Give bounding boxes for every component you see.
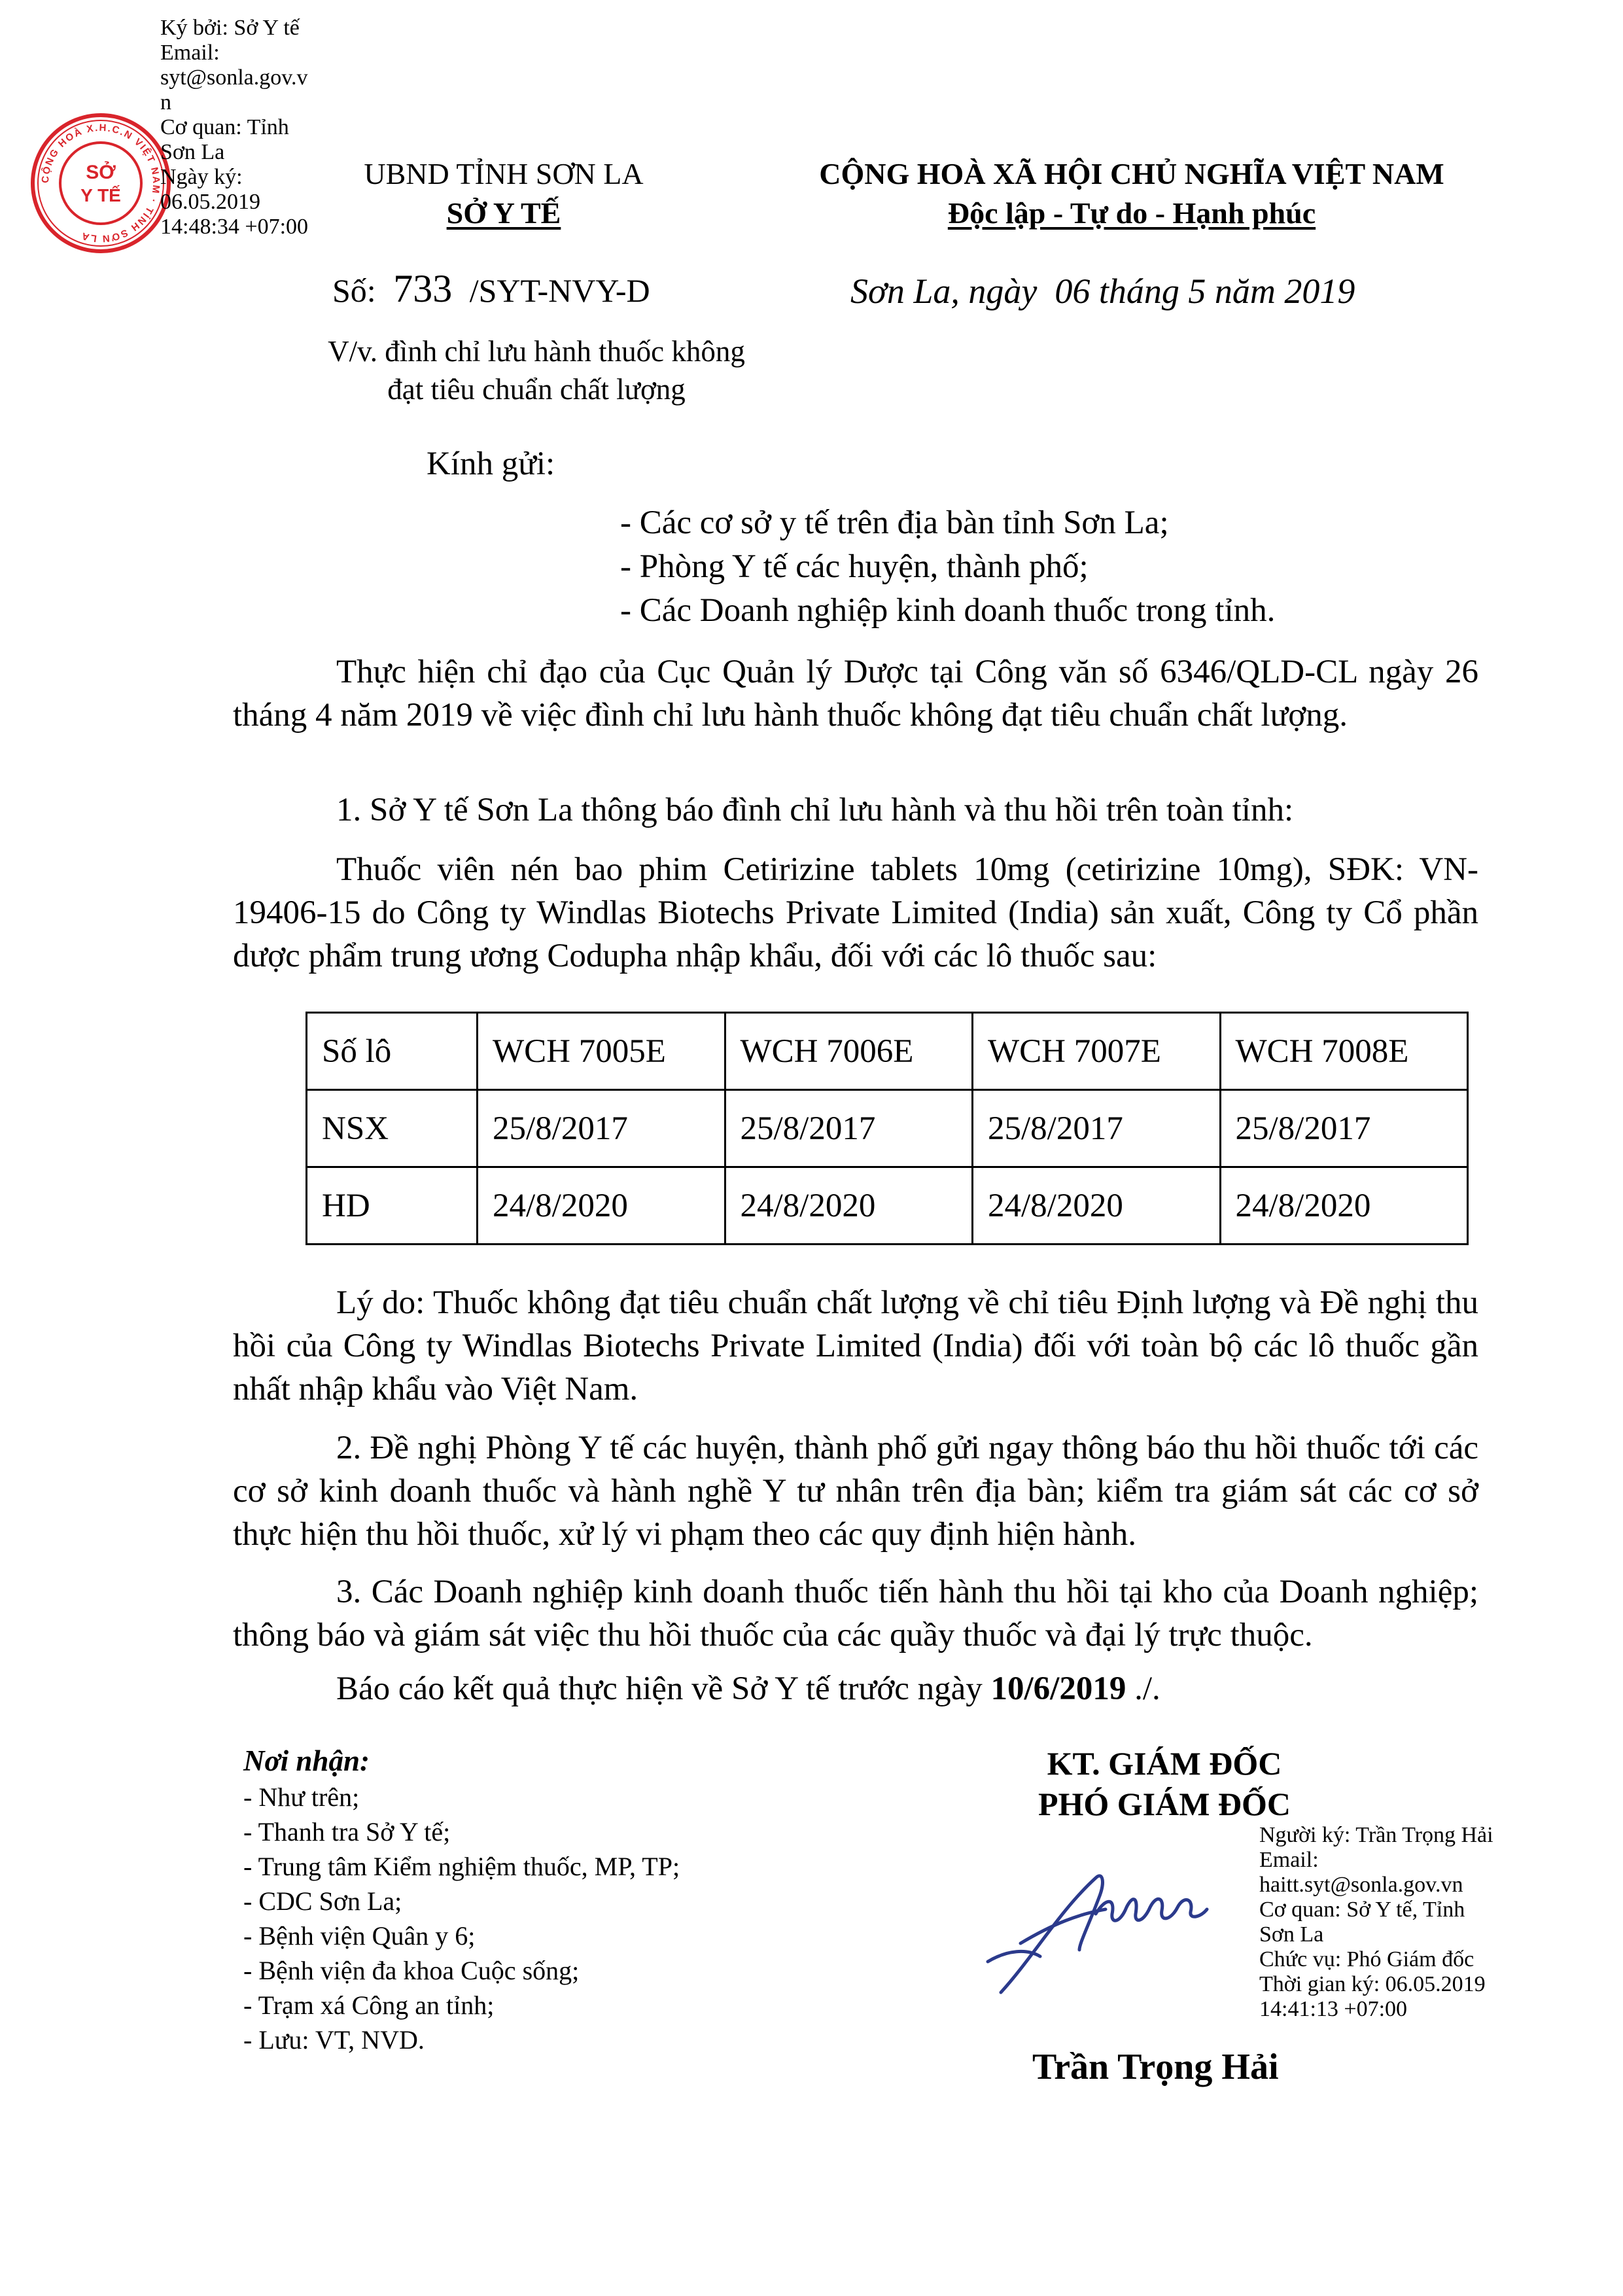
- official-seal: [29, 111, 173, 255]
- sig2-position: Chức vụ: Phó Giám đốc: [1259, 1947, 1475, 1971]
- document-number: [332, 267, 650, 312]
- table-row: [307, 1013, 1468, 1090]
- addressee-item: - Các cơ sở y tế trên địa bàn tỉnh Sơn La;: [620, 504, 1169, 541]
- sig-date: 06.05.2019: [160, 190, 260, 214]
- signer-title-1: KT. GIÁM ĐỐC: [1047, 1745, 1282, 1782]
- recipients-title: Nơi nhận:: [243, 1744, 370, 1777]
- list-item: - Lưu: VT, NVD.: [243, 2025, 425, 2055]
- table-cell: 24/8/2020: [725, 1167, 973, 1245]
- sig2-agency-1: Cơ quan: Sở Y tế, Tỉnh: [1259, 1898, 1465, 1922]
- table-cell: WCH 7005E: [478, 1013, 725, 1090]
- intro-paragraph: Thực hiện chỉ đạo của Cục Quản lý Dược tại Công văn số 6346/QLD-CL ngày 26 tháng 4 năm 2019 về việc đình chỉ lưu hành thuốc không đạt tiêu chuẩn chất lượng.: [233, 654, 1478, 733]
- nation-title: CỘNG HOÀ XÃ HỘI CHỦ NGHĨA VIỆT NAM: [819, 157, 1444, 190]
- agency-name: [307, 194, 700, 233]
- signer-titles: [981, 1743, 1348, 1824]
- sig-email-label: Email:: [160, 41, 220, 65]
- seal-ring-text: CỘNG HOÀ X.H.C.N VIỆT NAM · TỈNH SƠN LA: [39, 122, 162, 245]
- sig2-email: haitt.syt@sonla.gov.vn: [1259, 1873, 1463, 1897]
- addressee-item: - Các Doanh nghiệp kinh doanh thuốc trong tỉnh.: [620, 592, 1276, 629]
- agency-block: [307, 154, 700, 233]
- drug-paragraph: Thuốc viên nén bao phim Cetirizine tablets 10mg (cetirizine 10mg), SĐK: VN-19406-15 do Công ty Windlas Biotechs Private Limited (India) sản xuất, Công ty Cổ phần dược phẩm trung ương Codupha nhập khẩu, đối với các lô thuốc sau:: [233, 851, 1478, 974]
- item-1: 1. Sở Y tế Sơn La thông báo đình chỉ lưu hành và thu hồi trên toàn tỉnh:: [336, 792, 1294, 828]
- handwritten-signature: [981, 1852, 1256, 2002]
- table-cell: WCH 7006E: [725, 1013, 973, 1090]
- list-item: - CDC Sơn La;: [243, 1886, 402, 1916]
- subject-line2: đạt tiêu chuẩn chất lượng: [387, 373, 686, 406]
- sig2-agency-2: Sơn La: [1259, 1922, 1324, 1947]
- digital-signature-bottom: [1259, 1823, 1599, 2022]
- report-suffix: ./.: [1126, 1670, 1161, 1707]
- list-item: - Như trên;: [243, 1782, 360, 1812]
- list-item: - Bệnh viện đa khoa Cuộc sống;: [243, 1956, 580, 1985]
- nation-block: [752, 154, 1511, 233]
- report-prefix: Báo cáo kết quả thực hiện về Sở Y tế trước ngày: [336, 1670, 991, 1707]
- addressee-list: [620, 501, 1275, 633]
- table-cell: Số lô: [307, 1013, 478, 1090]
- place-date: Sơn La, ngày 06 tháng 5 năm 2019: [850, 272, 1355, 311]
- table-cell: 24/8/2020: [1220, 1167, 1468, 1245]
- list-item: - Bệnh viện Quân y 6;: [243, 1921, 476, 1951]
- item-2-paragraph: 2. Đề nghị Phòng Y tế các huyện, thành phố gửi ngay thông báo thu hồi thuốc tới các cơ sở kinh doanh thuốc và hành nghề Y tư nhân trên địa bàn; kiểm tra giám sát các cơ sở thực hiện thu hồi thuốc, xử lý vi phạm theo các quy định hiện hành.: [233, 1430, 1478, 1553]
- table-cell: 24/8/2020: [478, 1167, 725, 1245]
- sig-time: 14:48:34 +07:00: [160, 215, 309, 239]
- seal-center-line2: Y TẾ: [80, 185, 121, 205]
- table-cell: 24/8/2020: [973, 1167, 1221, 1245]
- svg-text:CỘNG HOÀ X.H.C.N VIỆT NAM · TỈ: [40, 122, 162, 244]
- seal-icon: [29, 111, 173, 255]
- sig2-time-2: 14:41:13 +07:00: [1259, 1997, 1408, 2021]
- motto: [752, 194, 1511, 233]
- table-row: [307, 1090, 1468, 1167]
- reason-paragraph: Lý do: Thuốc không đạt tiêu chuẩn chất lượng về chỉ tiêu Định lượng và Đề nghị thu hồi của Công ty Windlas Biotechs Private Limited (India) đối với toàn bộ các lô thuốc gần nhất nhập khẩu vào Việt Nam.: [233, 1284, 1478, 1407]
- table-cell: WCH 7007E: [973, 1013, 1221, 1090]
- sig-email: syt@sonla.gov.vn: [160, 65, 308, 115]
- sig2-time-1: Thời gian ký: 06.05.2019: [1259, 1972, 1486, 1996]
- number-label: Số:: [332, 272, 376, 309]
- list-item: - Trạm xá Công an tỉnh;: [243, 1990, 495, 2020]
- sig-signed-by: Ký bởi: Sở Y tế: [160, 16, 300, 40]
- signer-title-2: PHÓ GIÁM ĐỐC: [1038, 1786, 1291, 1822]
- seal-center-line1: SỞ: [86, 162, 116, 183]
- signature-icon: [981, 1852, 1256, 2002]
- sig-date-label: Ngày ký:: [160, 165, 243, 189]
- greeting: Kính gửi:: [427, 446, 555, 482]
- sig2-email-label: Email:: [1259, 1848, 1319, 1872]
- subject-block: [255, 332, 818, 408]
- report-date: 10/6/2019: [990, 1670, 1126, 1707]
- number-value: 733: [393, 267, 453, 310]
- motto-text: Độc lập - Tự do - Hạnh phúc: [947, 196, 1316, 230]
- subject-line1: V/v. đình chỉ lưu hành thuốc không: [328, 335, 745, 368]
- number-suffix: /SYT-NVY-D: [469, 272, 650, 309]
- report-line: [336, 1667, 1161, 1710]
- signer-name: Trần Trọng Hải: [1032, 2047, 1279, 2087]
- table-cell: 25/8/2017: [1220, 1090, 1468, 1167]
- table-cell: NSX: [307, 1090, 478, 1167]
- table-cell: WCH 7008E: [1220, 1013, 1468, 1090]
- lot-table: [305, 1012, 1469, 1245]
- recipients-block: [243, 1742, 680, 2057]
- table-row: [307, 1167, 1468, 1245]
- digital-signature-top: [160, 16, 317, 239]
- sig2-signer: Người ký: Trần Trọng Hải: [1259, 1823, 1493, 1847]
- table-cell: 25/8/2017: [478, 1090, 725, 1167]
- sig-agency: Cơ quan: Tỉnh Sơn La: [160, 115, 289, 164]
- list-item: - Thanh tra Sở Y tế;: [243, 1817, 451, 1846]
- list-item: - Trung tâm Kiểm nghiệm thuốc, MP, TP;: [243, 1852, 680, 1881]
- item-3-paragraph: 3. Các Doanh nghiệp kinh doanh thuốc tiến hành thu hồi tại kho của Doanh nghiệp; thông báo và giám sát việc thu hồi thuốc của các quầy thuốc và đại lý trực thuộc.: [233, 1574, 1478, 1653]
- agency-name-text: SỞ Y TẾ: [446, 196, 561, 230]
- agency-parent: UBND TỈNH SƠN LA: [364, 157, 644, 190]
- table-cell: 25/8/2017: [725, 1090, 973, 1167]
- table-cell: HD: [307, 1167, 478, 1245]
- table-cell: 25/8/2017: [973, 1090, 1221, 1167]
- addressee-item: - Phòng Y tế các huyện, thành phố;: [620, 548, 1089, 585]
